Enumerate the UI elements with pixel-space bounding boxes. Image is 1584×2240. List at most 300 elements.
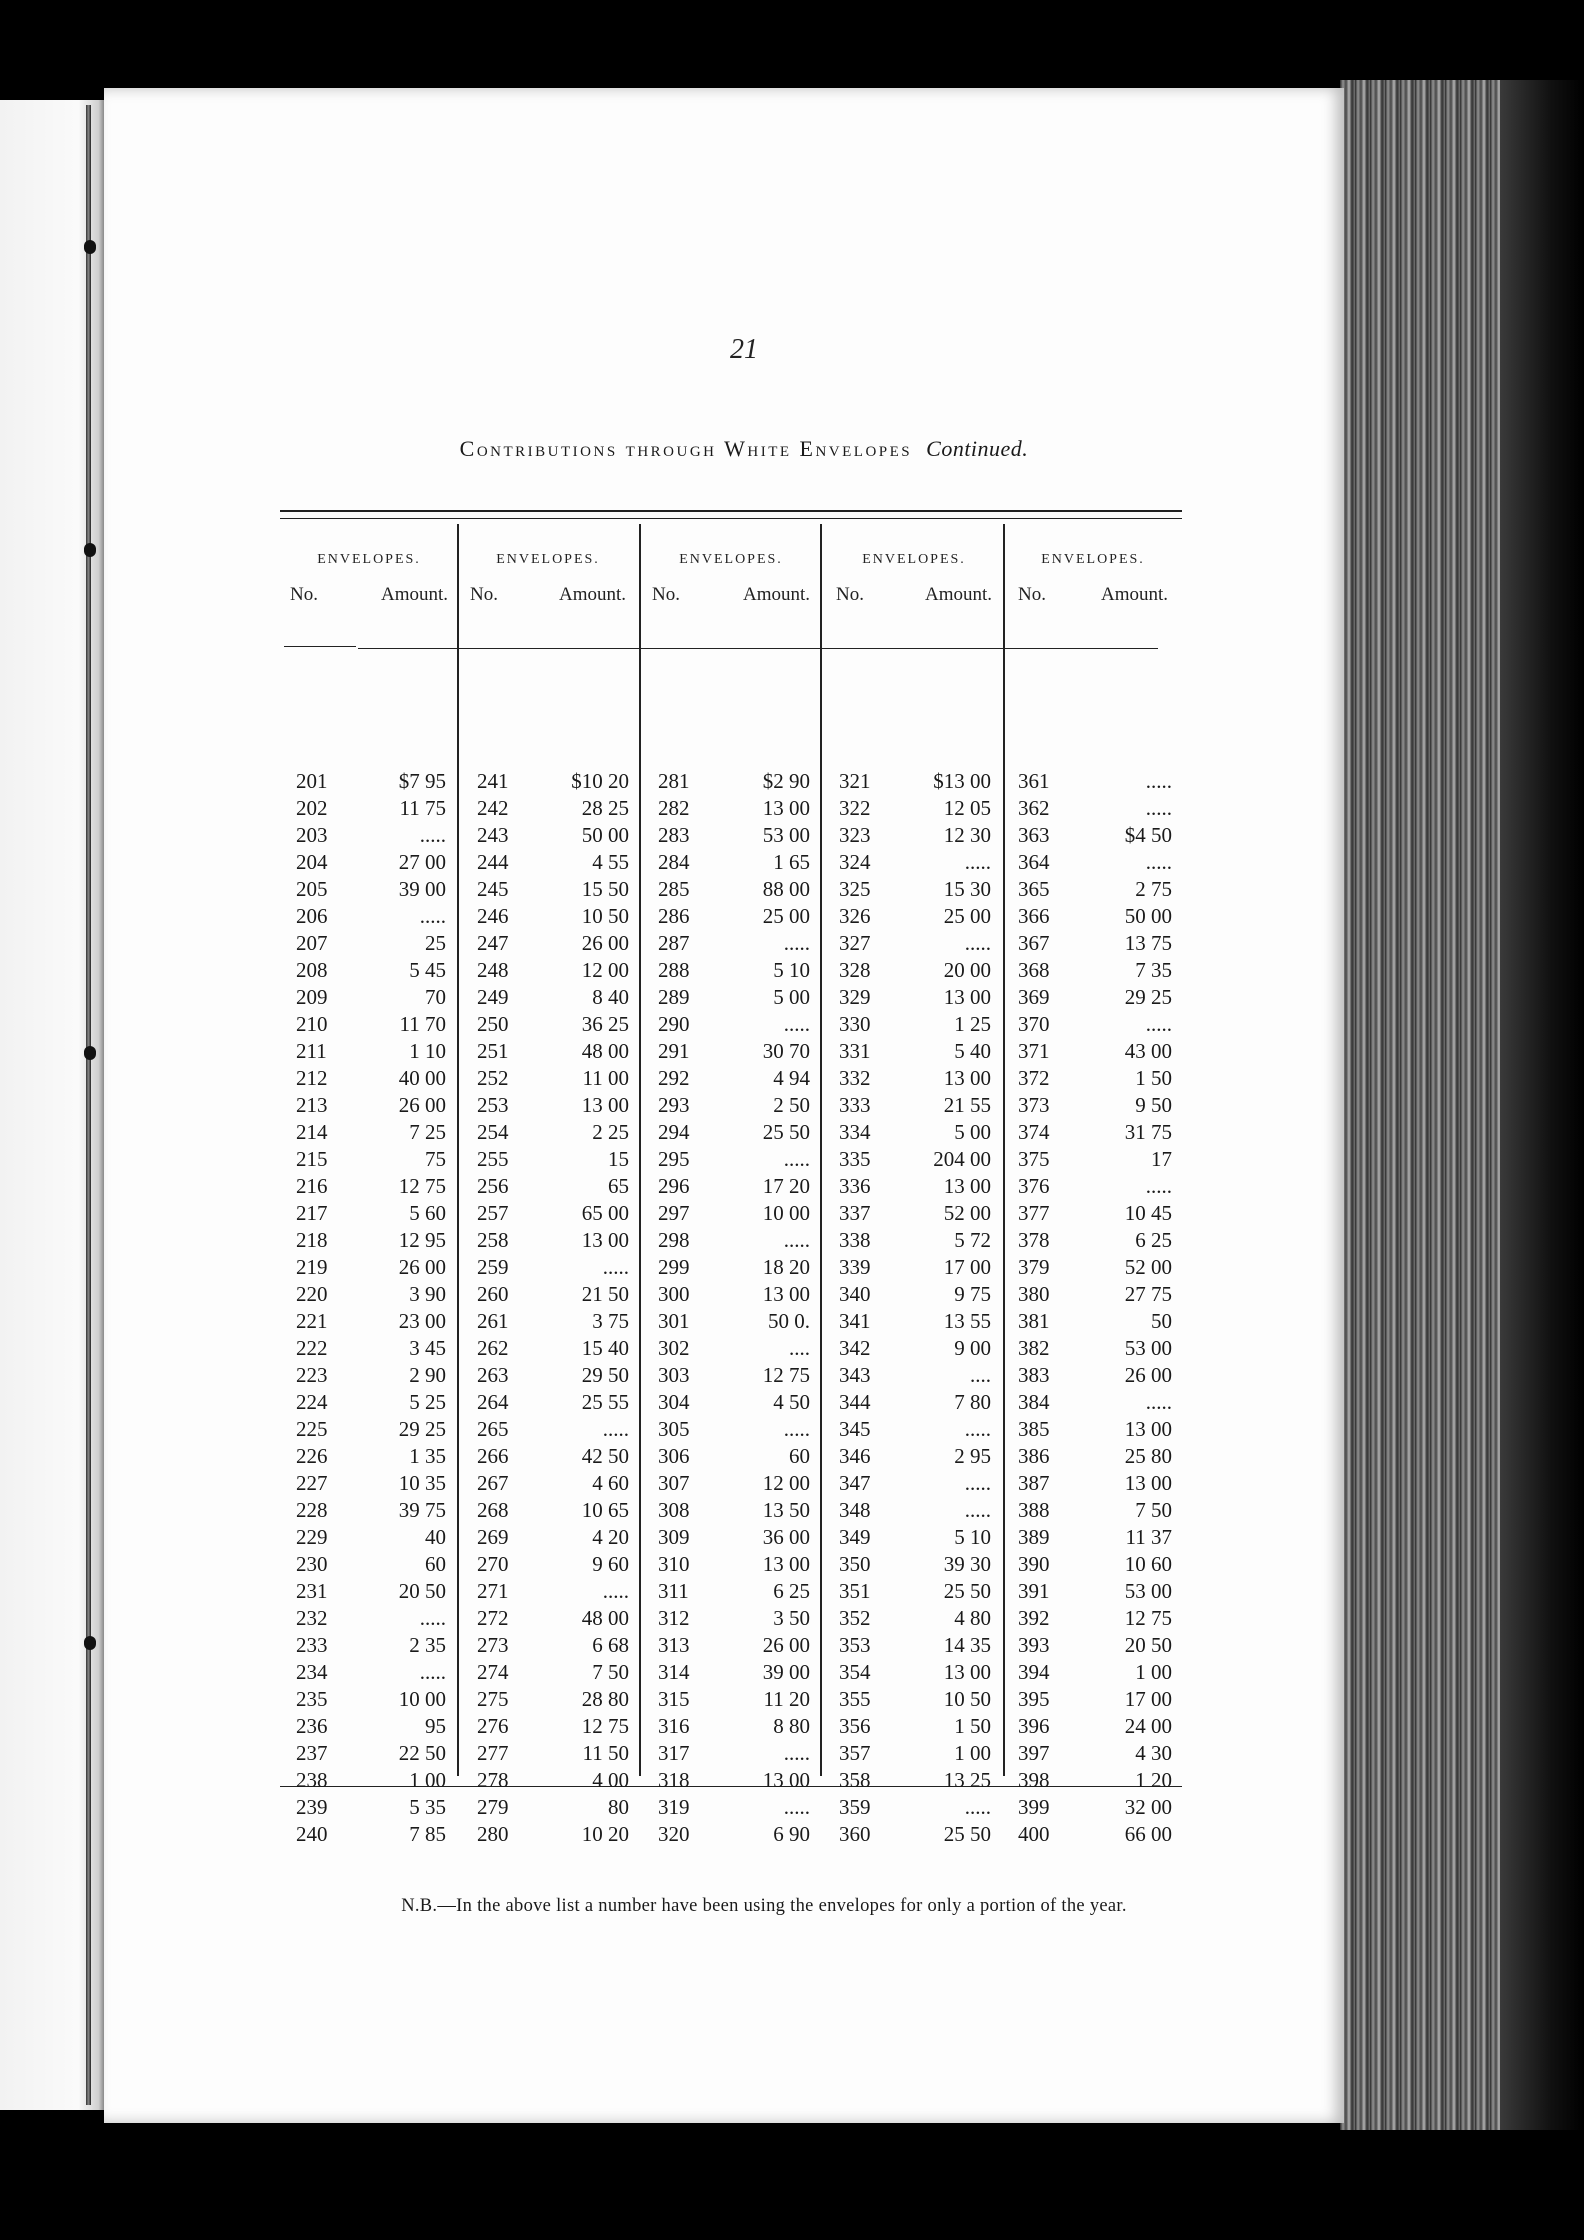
column-header-1 [290,552,448,608]
envelope-amount: 10 60 [1124,1552,1172,1576]
envelope-number: 226 [296,1444,328,1468]
envelope-number: 379 [1018,1255,1050,1279]
envelope-number: 391 [1018,1579,1050,1603]
table-row [296,1578,446,1605]
envelope-number: 235 [296,1687,328,1711]
envelope-number: 245 [477,877,509,901]
page-title [124,436,1364,462]
table-row [1018,1308,1172,1335]
envelope-number: 249 [477,985,509,1009]
envelope-number: 284 [658,850,690,874]
envelope-amount: 30 70 [762,1039,810,1063]
group-label: ENVELOPES. [496,552,600,567]
envelope-amount: 11 00 [582,1066,629,1090]
envelope-amount: 50 [1151,1309,1172,1333]
envelope-amount: 10 45 [1124,1201,1172,1225]
envelope-number: 268 [477,1498,509,1522]
title-text: Contributions through White Envelopes [459,436,913,461]
no-label: No. [1018,584,1046,605]
amount-label: Amount. [924,584,992,605]
envelope-amount: 25 80 [1124,1444,1172,1468]
envelope-number: 210 [296,1012,328,1036]
envelope-number: 287 [658,931,690,955]
envelope-number: 276 [477,1714,509,1738]
envelope-amount: ..... [783,931,810,955]
envelope-number: 348 [839,1498,871,1522]
table-row [839,1443,991,1470]
table-row [1018,1227,1172,1254]
table-row [477,1767,629,1794]
table-row [1018,930,1172,957]
envelope-number: 297 [658,1201,690,1225]
envelope-column-3 [658,768,810,1848]
table-row [658,1470,810,1497]
group-label: ENVELOPES. [1041,552,1145,567]
table-row [1018,1713,1172,1740]
envelope-number: 286 [658,904,690,928]
envelope-amount: 1 50 [1135,1066,1172,1090]
table-row [658,1227,810,1254]
envelope-amount: ..... [783,1417,810,1441]
envelope-amount: 1 10 [409,1039,446,1063]
envelope-number: 282 [658,796,690,820]
envelope-amount: 13 50 [762,1498,810,1522]
envelope-number: 223 [296,1363,328,1387]
table-row [839,1524,991,1551]
envelope-amount: 21 55 [943,1093,991,1117]
envelope-number: 392 [1018,1606,1050,1630]
envelope-amount: ..... [1145,796,1172,820]
table-row [839,1416,991,1443]
column-divider [1003,524,1005,1776]
table-row [658,1551,810,1578]
envelope-number: 205 [296,877,328,901]
table-row [1018,1443,1172,1470]
table-row [658,768,810,795]
table-row [296,1254,446,1281]
envelope-amount: 88 00 [762,877,810,901]
table-row [477,1335,629,1362]
envelope-amount: 8 80 [773,1714,810,1738]
table-row [1018,1470,1172,1497]
table-row [296,1821,446,1848]
envelope-amount: 9 75 [954,1282,991,1306]
table-row [1018,1551,1172,1578]
table-top-rule [280,510,1182,512]
table-row [658,1767,810,1794]
table-row [296,1308,446,1335]
table-row [839,1308,991,1335]
envelope-number: 248 [477,958,509,982]
envelope-number: 310 [658,1552,690,1576]
envelope-number: 344 [839,1390,871,1414]
envelope-number: 236 [296,1714,328,1738]
table-row [477,957,629,984]
table-row [1018,1578,1172,1605]
envelope-number: 330 [839,1012,871,1036]
envelope-number: 325 [839,877,871,901]
envelope-number: 384 [1018,1390,1050,1414]
envelope-number: 253 [477,1093,509,1117]
table-row [477,1011,629,1038]
envelope-amount: 5 10 [773,958,810,982]
table-row [477,1740,629,1767]
envelope-number: 347 [839,1471,871,1495]
table-row [477,1389,629,1416]
table-row [839,1794,991,1821]
envelope-number: 317 [658,1741,690,1765]
envelope-amount: 12 00 [581,958,629,982]
table-row [477,1524,629,1551]
envelope-amount: 17 00 [1124,1687,1172,1711]
envelope-amount: 50 0. [768,1309,810,1333]
envelope-number: 318 [658,1768,690,1792]
table-row [839,1389,991,1416]
table-row [477,1119,629,1146]
envelope-number: 252 [477,1066,509,1090]
envelope-amount: 15 40 [581,1336,629,1360]
envelope-amount: 48 00 [581,1039,629,1063]
table-row [477,1416,629,1443]
envelope-amount: 1 25 [954,1012,991,1036]
table-row [477,1632,629,1659]
envelope-amount: 29 25 [398,1417,446,1441]
envelope-amount: 25 00 [762,904,810,928]
envelope-number: 332 [839,1066,871,1090]
amount-label: Amount. [1100,584,1168,605]
envelope-number: 342 [839,1336,871,1360]
table-row [1018,1632,1172,1659]
envelope-number: 396 [1018,1714,1050,1738]
table-row [296,1200,446,1227]
envelope-number: 314 [658,1660,690,1684]
table-row [296,903,446,930]
envelope-amount: 53 00 [762,823,810,847]
envelope-number: 283 [658,823,690,847]
envelope-amount: ..... [602,1255,629,1279]
table-row [839,1659,991,1686]
table-row [296,1470,446,1497]
table-row [477,1308,629,1335]
table-row [1018,1119,1172,1146]
envelope-amount: 1 00 [1135,1660,1172,1684]
envelope-amount: 5 00 [954,1120,991,1144]
envelope-amount: 23 00 [398,1309,446,1333]
table-row [839,1632,991,1659]
envelope-number: 234 [296,1660,328,1684]
envelope-number: 247 [477,931,509,955]
envelope-number: 260 [477,1282,509,1306]
envelope-amount: 22 50 [398,1741,446,1765]
envelope-number: 225 [296,1417,328,1441]
table-row [658,1821,810,1848]
envelope-amount: 66 00 [1124,1822,1172,1846]
envelope-amount: 80 [608,1795,629,1819]
table-row [296,1524,446,1551]
envelope-number: 389 [1018,1525,1050,1549]
envelope-number: 374 [1018,1120,1050,1144]
envelope-amount: 50 00 [1124,904,1172,928]
envelope-amount: ..... [964,1795,991,1819]
envelope-amount: 20 00 [943,958,991,982]
envelope-amount: 40 [425,1525,446,1549]
envelope-amount: 9 50 [1135,1093,1172,1117]
envelope-number: 341 [839,1309,871,1333]
envelope-amount: 3 75 [592,1309,629,1333]
envelope-amount: 53 00 [1124,1336,1172,1360]
table-row [839,984,991,1011]
envelope-amount: 6 25 [773,1579,810,1603]
table-row [296,822,446,849]
envelope-amount: 36 25 [581,1012,629,1036]
binding-stitch [84,1636,96,1650]
envelope-number: 369 [1018,985,1050,1009]
envelope-number: 308 [658,1498,690,1522]
envelope-amount: 4 50 [773,1390,810,1414]
envelope-amount: 6 90 [773,1822,810,1846]
envelope-amount: 11 70 [399,1012,446,1036]
envelope-amount: 1 00 [954,1741,991,1765]
envelope-amount: 12 00 [762,1471,810,1495]
envelope-number: 351 [839,1579,871,1603]
envelope-amount: ..... [783,1741,810,1765]
envelope-number: 203 [296,823,328,847]
envelope-number: 275 [477,1687,509,1711]
envelope-number: 207 [296,931,328,955]
envelope-number: 361 [1018,769,1050,793]
table-row [839,1713,991,1740]
table-row [296,957,446,984]
envelope-number: 377 [1018,1201,1050,1225]
table-row [296,1713,446,1740]
envelope-number: 285 [658,877,690,901]
envelope-amount: 12 05 [943,796,991,820]
envelope-amount: 5 60 [409,1201,446,1225]
envelope-amount: ..... [783,1012,810,1036]
table-row [477,849,629,876]
envelope-number: 219 [296,1255,328,1279]
envelope-amount: 13 00 [762,1282,810,1306]
envelope-number: 241 [477,769,509,793]
envelope-number: 333 [839,1093,871,1117]
envelope-number: 274 [477,1660,509,1684]
envelope-amount: 13 00 [762,796,810,820]
table-row [477,903,629,930]
envelope-amount: 27 00 [398,850,446,874]
envelope-amount: 25 50 [943,1822,991,1846]
envelope-amount: 2 35 [409,1633,446,1657]
column-divider [457,524,459,1776]
envelope-amount: ..... [1145,1174,1172,1198]
table-row [658,1416,810,1443]
envelope-amount: 20 50 [398,1579,446,1603]
table-row [1018,1767,1172,1794]
envelope-amount: ..... [964,1471,991,1495]
envelope-number: 343 [839,1363,871,1387]
envelope-amount: 2 95 [954,1444,991,1468]
envelope-number: 242 [477,796,509,820]
envelope-amount: 26 00 [1124,1363,1172,1387]
envelope-amount: ..... [419,904,446,928]
envelope-amount: 7 80 [954,1390,991,1414]
envelope-number: 328 [839,958,871,982]
table-row [839,1227,991,1254]
envelope-number: 372 [1018,1066,1050,1090]
table-row [296,1092,446,1119]
envelope-number: 277 [477,1741,509,1765]
envelope-number: 370 [1018,1012,1050,1036]
envelope-number: 364 [1018,850,1050,874]
envelope-amount: ..... [419,1606,446,1630]
envelope-number: 255 [477,1147,509,1171]
envelope-amount: 28 25 [581,796,629,820]
envelope-number: 349 [839,1525,871,1549]
table-row [296,1281,446,1308]
footnote: N.B.—In the above list a number have been using the envelopes for only a portion of the year. [401,1896,1127,1916]
table-row [1018,1173,1172,1200]
envelope-number: 289 [658,985,690,1009]
envelope-amount: 11 37 [1125,1525,1172,1549]
table-row [839,1200,991,1227]
envelope-amount: 11 20 [763,1687,810,1711]
envelope-amount: 4 80 [954,1606,991,1630]
envelope-amount: 65 00 [581,1201,629,1225]
column-header-2 [470,552,626,608]
envelope-number: 295 [658,1147,690,1171]
envelope-amount: 10 35 [398,1471,446,1495]
envelope-amount: 21 50 [581,1282,629,1306]
envelope-number: 331 [839,1039,871,1063]
no-label: No. [470,584,498,605]
envelope-number: 292 [658,1066,690,1090]
envelope-number: 288 [658,958,690,982]
envelope-number: 393 [1018,1633,1050,1657]
table-row [658,1632,810,1659]
envelope-column-4 [839,768,991,1848]
column-header-3 [652,552,810,608]
envelope-number: 271 [477,1579,509,1603]
table-row [296,1443,446,1470]
envelope-number: 329 [839,985,871,1009]
amount-label: Amount. [380,584,448,605]
envelope-number: 214 [296,1120,328,1144]
table-row [658,1281,810,1308]
table-row [839,1146,991,1173]
envelope-number: 324 [839,850,871,874]
envelope-amount: 13 00 [943,1066,991,1090]
envelope-number: 363 [1018,823,1050,847]
envelope-amount: 42 50 [581,1444,629,1468]
envelope-amount: 17 00 [943,1255,991,1279]
envelope-number: 353 [839,1633,871,1657]
envelope-amount: ..... [1145,769,1172,793]
table-row [296,1632,446,1659]
envelope-number: 272 [477,1606,509,1630]
table-row [477,984,629,1011]
envelope-number: 222 [296,1336,328,1360]
binding-gutter [86,105,91,2105]
table-row [658,1254,810,1281]
envelope-number: 399 [1018,1795,1050,1819]
envelope-amount: 18 20 [762,1255,810,1279]
envelope-amount: 13 00 [943,985,991,1009]
table-row [477,1578,629,1605]
table-row [658,822,810,849]
envelope-number: 209 [296,985,328,1009]
table-row [477,1443,629,1470]
envelope-number: 305 [658,1417,690,1441]
envelope-amount: 43 00 [1124,1039,1172,1063]
envelope-amount: 2 90 [409,1363,446,1387]
table-row [658,984,810,1011]
envelope-number: 206 [296,904,328,928]
table-row [477,1146,629,1173]
table-row [296,1416,446,1443]
envelope-number: 299 [658,1255,690,1279]
amount-label: Amount. [742,584,810,605]
envelope-number: 350 [839,1552,871,1576]
envelope-number: 266 [477,1444,509,1468]
envelope-number: 221 [296,1309,328,1333]
envelope-number: 306 [658,1444,690,1468]
envelope-amount: 4 55 [592,850,629,874]
envelope-number: 373 [1018,1093,1050,1117]
envelope-number: 309 [658,1525,690,1549]
header-rule [284,646,356,647]
envelope-amount: 26 00 [581,931,629,955]
envelope-amount: 28 80 [581,1687,629,1711]
envelope-number: 300 [658,1282,690,1306]
envelope-amount: .... [970,1363,991,1387]
envelope-number: 366 [1018,904,1050,928]
table-row [658,1308,810,1335]
table-row [839,1281,991,1308]
envelope-number: 261 [477,1309,509,1333]
table-row [477,876,629,903]
table-row [1018,903,1172,930]
envelope-amount: ..... [783,1228,810,1252]
table-row [839,795,991,822]
envelope-number: 360 [839,1822,871,1846]
envelope-amount: 10 50 [943,1687,991,1711]
envelope-number: 290 [658,1012,690,1036]
table-row [477,1362,629,1389]
envelope-number: 296 [658,1174,690,1198]
table-row [658,1686,810,1713]
envelope-amount: 15 [608,1147,629,1171]
envelope-number: 383 [1018,1363,1050,1387]
envelope-column-1 [296,768,446,1848]
envelope-amount: 11 50 [582,1741,629,1765]
envelope-number: 298 [658,1228,690,1252]
envelope-amount: 13 00 [1124,1471,1172,1495]
header-rule-thin [358,648,1158,649]
table-row [296,1794,446,1821]
envelope-amount: 29 50 [581,1363,629,1387]
envelope-amount: 3 50 [773,1606,810,1630]
no-label: No. [652,584,680,605]
envelope-amount: 39 75 [398,1498,446,1522]
table-row [477,930,629,957]
envelope-number: 365 [1018,877,1050,901]
envelope-amount: 13 00 [943,1174,991,1198]
envelope-number: 311 [658,1579,689,1603]
envelope-number: 371 [1018,1039,1050,1063]
envelope-number: 293 [658,1093,690,1117]
table-row [1018,849,1172,876]
envelope-amount: 39 30 [943,1552,991,1576]
table-row [1018,876,1172,903]
